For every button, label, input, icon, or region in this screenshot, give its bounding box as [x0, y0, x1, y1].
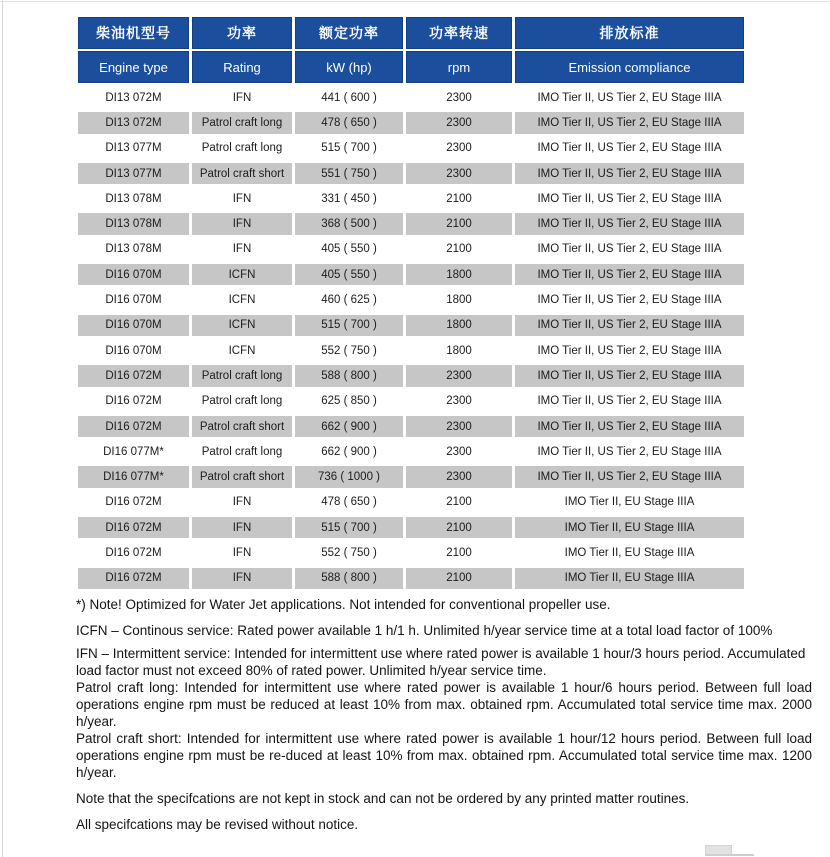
- table-cell: 2100: [406, 490, 512, 515]
- table-row: [78, 389, 744, 414]
- table-cell: IMO Tier II, US Tier 2, EU Stage IIIA: [515, 313, 744, 338]
- table-cell: 2300: [406, 414, 512, 439]
- table-cell: 1800: [406, 313, 512, 338]
- table-cell: IMO Tier II, US Tier 2, EU Stage IIIA: [515, 287, 744, 312]
- table-cell: DI13 078M: [78, 186, 189, 211]
- table-cell: IMO Tier II, US Tier 2, EU Stage IIIA: [515, 464, 744, 489]
- table-cell: IMO Tier II, US Tier 2, EU Stage IIIA: [515, 85, 744, 110]
- table-cell: 368 ( 500 ): [295, 211, 403, 236]
- table-cell: DI16 072M: [78, 490, 189, 515]
- table-cell: ICFN: [192, 262, 292, 287]
- table-cell: 515 ( 700 ): [295, 515, 403, 540]
- table-cell: DI16 072M: [78, 363, 189, 388]
- table-cell: 460 ( 625 ): [295, 287, 403, 312]
- table-cell: IMO Tier II, US Tier 2, EU Stage IIIA: [515, 161, 744, 186]
- table-cell: IMO Tier II, EU Stage IIIA: [515, 540, 744, 565]
- table-cell: 2100: [406, 237, 512, 262]
- table-cell: 515 ( 700 ): [295, 136, 403, 161]
- table-cell: 515 ( 700 ): [295, 313, 403, 338]
- table-cell: Patrol craft long: [192, 363, 292, 388]
- note-patrol-craft-long: Patrol craft long: Intended for intermittent use where rated power is available 1 hour/6 hours period. Between full load operations engine rpm must be reduced at least 10% from max. obtained rpm. Accumulated total service time max. 2000 h/year.: [76, 680, 812, 729]
- table-cell: 2300: [406, 110, 512, 135]
- table-cell: Patrol craft long: [192, 439, 292, 464]
- table-cell: IMO Tier II, US Tier 2, EU Stage IIIA: [515, 237, 744, 262]
- note-icfn-definition: ICFN – Continous service: Rated power available 1 h/1 h. Unlimited h/year service time at a total load factor of 100%: [76, 623, 773, 638]
- table-row: [78, 490, 744, 515]
- table-cell: 2100: [406, 540, 512, 565]
- table-cell: IMO Tier II, US Tier 2, EU Stage IIIA: [515, 414, 744, 439]
- table-row: [78, 515, 744, 540]
- column-header-zh-3: 功率转速: [406, 17, 512, 49]
- table-cell: DI16 072M: [78, 540, 189, 565]
- table-cell: 2100: [406, 515, 512, 540]
- note-stock: Note that the specifcations are not kept in stock and can not be ordered by any printed matter routines.: [76, 791, 690, 806]
- column-header-en-1: Rating: [192, 51, 292, 83]
- table-cell: 2300: [406, 439, 512, 464]
- table-header: [78, 17, 744, 83]
- table-cell: Patrol craft long: [192, 110, 292, 135]
- table-cell: 552 ( 750 ): [295, 338, 403, 363]
- table-cell: IMO Tier II, US Tier 2, EU Stage IIIA: [515, 211, 744, 236]
- table-cell: 1800: [406, 338, 512, 363]
- table-cell: 1800: [406, 262, 512, 287]
- header-row-en: [78, 51, 744, 83]
- column-header-zh-0: 柴油机型号: [78, 17, 189, 49]
- table-cell: 405 ( 550 ): [295, 262, 403, 287]
- header-row-zh: [78, 17, 744, 49]
- column-header-zh-4: 排放标准: [515, 17, 744, 49]
- table-cell: IFN: [192, 515, 292, 540]
- column-header-en-3: rpm: [406, 51, 512, 83]
- table-cell: IMO Tier II, US Tier 2, EU Stage IIIA: [515, 363, 744, 388]
- table-row: [78, 161, 744, 186]
- column-header-en-4: Emission compliance: [515, 51, 744, 83]
- table-cell: ICFN: [192, 313, 292, 338]
- table-cell: DI16 070M: [78, 338, 189, 363]
- table-body: [78, 85, 744, 591]
- page-edge-top: [0, 1, 830, 2]
- table-cell: IMO Tier II, US Tier 2, EU Stage IIIA: [515, 110, 744, 135]
- table-cell: IMO Tier II, US Tier 2, EU Stage IIIA: [515, 186, 744, 211]
- table-cell: IMO Tier II, EU Stage IIIA: [515, 490, 744, 515]
- table-row: [78, 566, 744, 591]
- table-cell: 662 ( 900 ): [295, 414, 403, 439]
- table-cell: DI13 077M: [78, 161, 189, 186]
- table-cell: ICFN: [192, 287, 292, 312]
- table-row: [78, 85, 744, 110]
- table-cell: 2300: [406, 85, 512, 110]
- table-row: [78, 540, 744, 565]
- column-header-zh-2: 额定功率: [295, 17, 403, 49]
- table-cell: DI16 072M: [78, 414, 189, 439]
- table-cell: 478 ( 650 ): [295, 490, 403, 515]
- table-row: [78, 313, 744, 338]
- table-cell: 2300: [406, 389, 512, 414]
- footnotes: [76, 596, 812, 833]
- table-cell: IFN: [192, 186, 292, 211]
- table-cell: Patrol craft short: [192, 161, 292, 186]
- table-row: [78, 110, 744, 135]
- column-header-en-2: kW (hp): [295, 51, 403, 83]
- column-header-zh-1: 功率: [192, 17, 292, 49]
- table-cell: 405 ( 550 ): [295, 237, 403, 262]
- table-row: [78, 338, 744, 363]
- table-cell: DI16 070M: [78, 262, 189, 287]
- table-cell: DI13 078M: [78, 211, 189, 236]
- table-cell: IFN: [192, 566, 292, 591]
- table-cell: DI16 070M: [78, 313, 189, 338]
- table-cell: 2300: [406, 363, 512, 388]
- table-cell: 2300: [406, 464, 512, 489]
- table-row: [78, 439, 744, 464]
- table-cell: 552 ( 750 ): [295, 540, 403, 565]
- table-cell: IFN: [192, 490, 292, 515]
- table-cell: DI16 077M*: [78, 464, 189, 489]
- table-cell: IMO Tier II, EU Stage IIIA: [515, 515, 744, 540]
- table-row: [78, 363, 744, 388]
- table-cell: 331 ( 450 ): [295, 186, 403, 211]
- table-cell: 625 ( 850 ): [295, 389, 403, 414]
- table-cell: IMO Tier II, US Tier 2, EU Stage IIIA: [515, 389, 744, 414]
- table-cell: IMO Tier II, EU Stage IIIA: [515, 566, 744, 591]
- table-cell: 2100: [406, 211, 512, 236]
- scrollbar-line-artifact: [705, 854, 754, 856]
- table-cell: 736 ( 1000 ): [295, 464, 403, 489]
- table-cell: Patrol craft short: [192, 414, 292, 439]
- note-patrol-craft-short: Patrol craft short: Intended for intermittent use where rated power is available 1 hour/12 hours period. Between full load operations engine rpm must be re-duced at least 10% from max. obtained rpm. Accumulated total service time max. 1200 h/year.: [76, 731, 812, 780]
- table-row: [78, 287, 744, 312]
- table-cell: 588 ( 800 ): [295, 566, 403, 591]
- table-cell: DI16 077M*: [78, 439, 189, 464]
- note-waterjet: *) Note! Optimized for Water Jet applications. Not intended for conventional propeller use.: [76, 597, 611, 612]
- note-ifn-definition: IFN – Intermittent service: Intended for intermittent use where rated power is available 1 hour/3 hours period. Accumulated load factor must not exceed 80% of rated power. Unlimited h/year service time.: [76, 646, 806, 678]
- table-cell: IMO Tier II, US Tier 2, EU Stage IIIA: [515, 262, 744, 287]
- column-header-en-0: Engine type: [78, 51, 189, 83]
- table-cell: IMO Tier II, US Tier 2, EU Stage IIIA: [515, 439, 744, 464]
- table-cell: IMO Tier II, US Tier 2, EU Stage IIIA: [515, 338, 744, 363]
- table-cell: DI13 072M: [78, 85, 189, 110]
- table-cell: 441 ( 600 ): [295, 85, 403, 110]
- table-cell: DI13 078M: [78, 237, 189, 262]
- table-cell: 2100: [406, 566, 512, 591]
- table-cell: IMO Tier II, US Tier 2, EU Stage IIIA: [515, 136, 744, 161]
- table-cell: DI16 072M: [78, 566, 189, 591]
- table-row: [78, 136, 744, 161]
- table-cell: 2300: [406, 136, 512, 161]
- table-cell: 2100: [406, 186, 512, 211]
- table-cell: ICFN: [192, 338, 292, 363]
- table-cell: IFN: [192, 85, 292, 110]
- table-cell: DI13 072M: [78, 110, 189, 135]
- page-edge-left: [2, 0, 3, 857]
- table-cell: IFN: [192, 237, 292, 262]
- table-cell: Patrol craft short: [192, 464, 292, 489]
- table-cell: DI13 077M: [78, 136, 189, 161]
- table-cell: 478 ( 650 ): [295, 110, 403, 135]
- table-cell: 1800: [406, 287, 512, 312]
- table-cell: IFN: [192, 540, 292, 565]
- table-cell: DI16 072M: [78, 389, 189, 414]
- note-revision: All specifcations may be revised without notice.: [76, 817, 359, 832]
- table-row: [78, 464, 744, 489]
- table-cell: 588 ( 800 ): [295, 363, 403, 388]
- table-row: [78, 211, 744, 236]
- table-cell: 662 ( 900 ): [295, 439, 403, 464]
- table-cell: DI16 072M: [78, 515, 189, 540]
- table-cell: IFN: [192, 211, 292, 236]
- table-cell: 551 ( 750 ): [295, 161, 403, 186]
- table-cell: DI16 070M: [78, 287, 189, 312]
- table-row: [78, 414, 744, 439]
- table-row: [78, 186, 744, 211]
- table-row: [78, 237, 744, 262]
- engine-spec-table: [78, 17, 744, 591]
- table-row: [78, 262, 744, 287]
- table-cell: Patrol craft long: [192, 136, 292, 161]
- table-cell: 2300: [406, 161, 512, 186]
- table-cell: Patrol craft long: [192, 389, 292, 414]
